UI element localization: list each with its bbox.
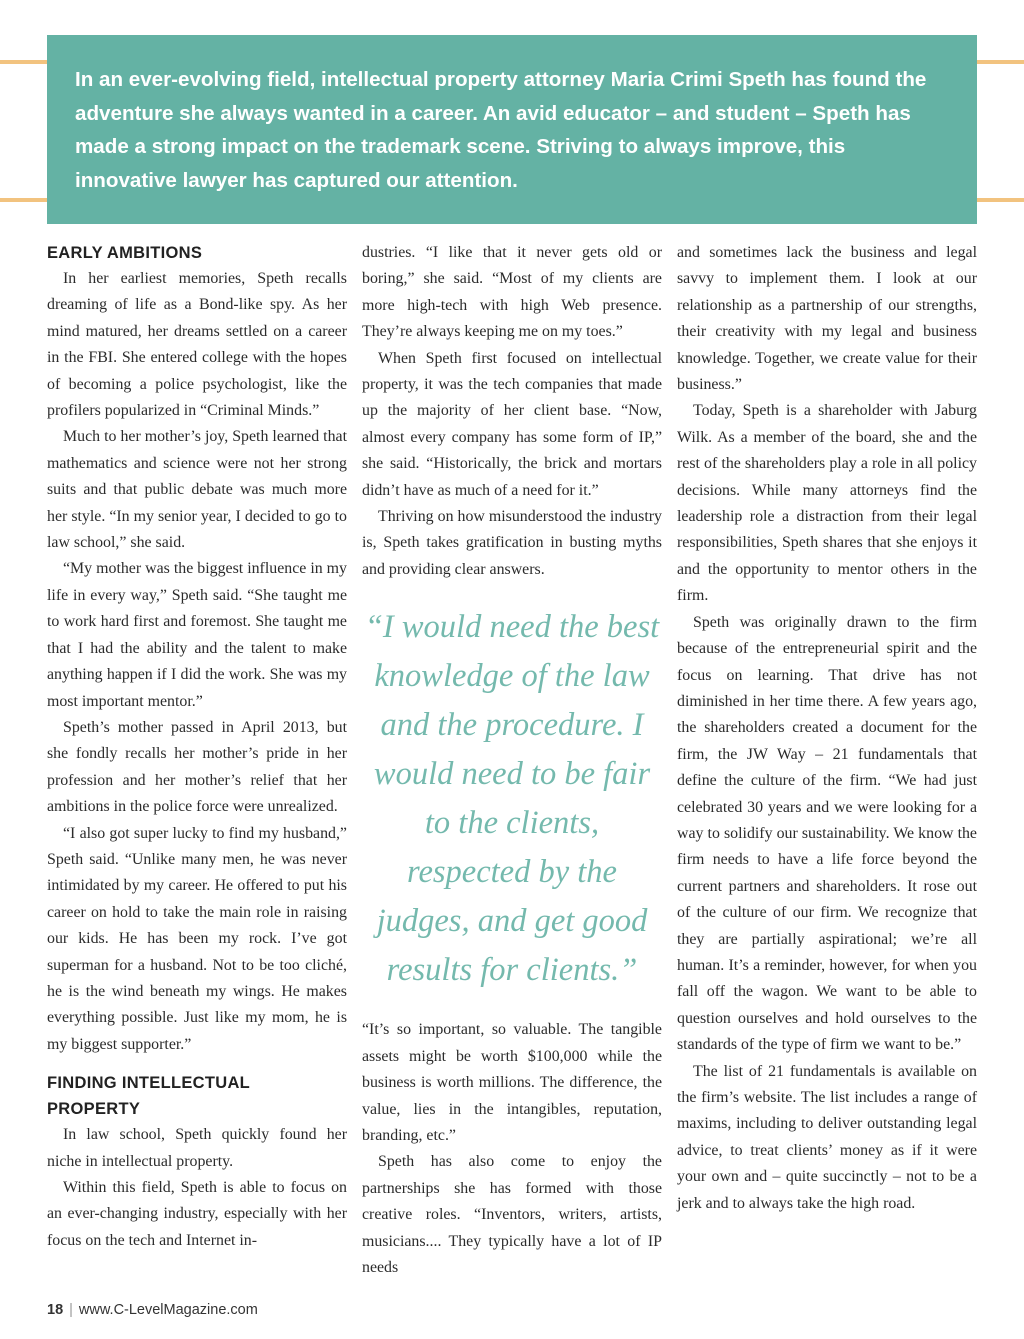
- section-heading-early-ambitions: EARLY AMBITIONS: [47, 244, 203, 262]
- paragraph: In law school, Speth quickly found her niche in intellectual property.: [47, 1126, 347, 1170]
- decorative-rule-left-bottom: [0, 198, 47, 202]
- intro-text: In an ever-evolving field, intellectual property attorney Maria Crimi Speth has found the adventure she always wanted in a career. An avid educator – and student – Speth has made a strong impact on the trademark scene. Striving to always improve, this innovative lawyer has captured our attention.: [75, 68, 927, 192]
- paragraph: Speth’s mother passed in April 2013, but she fondly recalls her mother’s pride in her profession and her mother’s relief that her ambitions in the police force were unrealized.: [47, 718, 347, 816]
- paragraph: The list of 21 fundamentals is available on the firm’s website. The list includes a range of maxims, including to deliver outstanding legal advice, to treat clients’ money as if it were your own and – quite succinctly – not to be a jerk and to always take the high road.: [677, 1062, 977, 1212]
- paragraph: When Speth first focused on intellectual property, it was the tech companies that made up the majority of her client base. “Now, almost every company has some form of IP,” she said. “Historically, the brick and mortars didn’t have as much of a need for it.”: [362, 349, 662, 499]
- decorative-rule-right-bottom: [977, 198, 1024, 202]
- article-column-1: [47, 240, 347, 1254]
- page-number: 18: [47, 1302, 64, 1318]
- paragraph: Much to her mother’s joy, Speth learned that mathematics and science were not her strong suits and that public debate was much more her style. “In my senior year, I decided to go to law school,” she said.: [47, 428, 347, 552]
- footer-separator: |: [69, 1302, 73, 1318]
- paragraph: “It’s so important, so valuable. The tangible assets might be worth $100,000 while the business is worth millions. The difference, the value, lies in the intangibles, reputation, branding, etc.”: [362, 1021, 662, 1144]
- paragraph: dustries. “I like that it never gets old or boring,” she said. “Most of my clients are more high-tech with high Web presence. They’re always keeping me on my toes.”: [362, 244, 662, 341]
- paragraph: and sometimes lack the business and legal savvy to implement them. I look at our relationship as a partnership of our strengths, their creativity with my legal and business knowledge. Together, we create value for their business.”: [677, 244, 977, 394]
- paragraph: Speth was originally drawn to the firm because of the entrepreneurial spirit and the focus on learning. That drive has not diminished in her time there. A few years ago, the shareholders created a document for the firm, the JW Way – 21 fundamentals that define the culture of the firm. “We had just celebrated 30 years and we were looking for a way to solidify our sustainability. We know the firm needs to have a life force beyond the current partners and shareholders. It rose out of the culture of our firm. We recognize that they are partially aspirational; we’re all human. It’s a reminder, however, for when you fall off the wagon. We want to be able to question ourselves and hold ourselves to the standards of the type of firm we want to be.”: [677, 613, 977, 1054]
- article-column-3: [677, 240, 977, 1217]
- pull-quote: “I would need the best knowledge of the law and the procedure. I would need to be fair to the clients, respected by the judges, and get good results for clients.”: [364, 609, 660, 989]
- intro-banner: [47, 35, 977, 224]
- paragraph: Thriving on how misunderstood the industry is, Speth takes gratification in busting myths and providing clear answers.: [362, 508, 662, 578]
- paragraph: Today, Speth is a shareholder with Jaburg Wilk. As a member of the board, she and the rest of the shareholders play a role in all policy decisions. While many attorneys find the leadership role a distraction from their legal responsibilities, Speth shares that she enjoys it and the opportunity to mentor others in the firm.: [677, 402, 977, 605]
- decorative-rule-left-top: [0, 60, 47, 64]
- paragraph: “My mother was the biggest influence in my life in every way,” Speth said. “She taught me to work hard first and foremost. She taught me that I had the ability and the talent to make anything happen if I did the work. She was my most important mentor.”: [47, 560, 347, 710]
- page-footer: [47, 1302, 258, 1318]
- footer-website-link[interactable]: www.C-LevelMagazine.com: [78, 1302, 258, 1318]
- paragraph: Within this field, Speth is able to focus on an ever-changing industry, especially with her focus on the tech and Internet in-: [47, 1179, 347, 1249]
- paragraph: In her earliest memories, Speth recalls dreaming of life as a Bond-like spy. As her mind matured, her dreams settled on a career in the FBI. She entered college with the hopes of becoming a police psychologist, like the profilers popularized in “Criminal Minds.”: [47, 270, 347, 420]
- section-heading-finding-ip: FINDING INTELLECTUAL PROPERTY: [47, 1074, 250, 1119]
- paragraph: Speth has also come to enjoy the partnerships she has formed with those creative roles. “Inventors, writers, artists, musicians.... They typically have a lot of IP needs: [362, 1153, 662, 1276]
- paragraph: “I also got super lucky to find my husband,” Speth said. “Unlike many men, he was never intimidated by my career. He offered to put his career on hold to take the main role in raising our kids. He has been my rock. I’ve got superman for a husband. Not to be too cliché, he is the wind beneath my wings. He makes everything possible. Just like my mom, he is my biggest supporter.”: [47, 824, 347, 1053]
- article-column-2: [362, 240, 662, 1281]
- decorative-rule-right-top: [977, 60, 1024, 64]
